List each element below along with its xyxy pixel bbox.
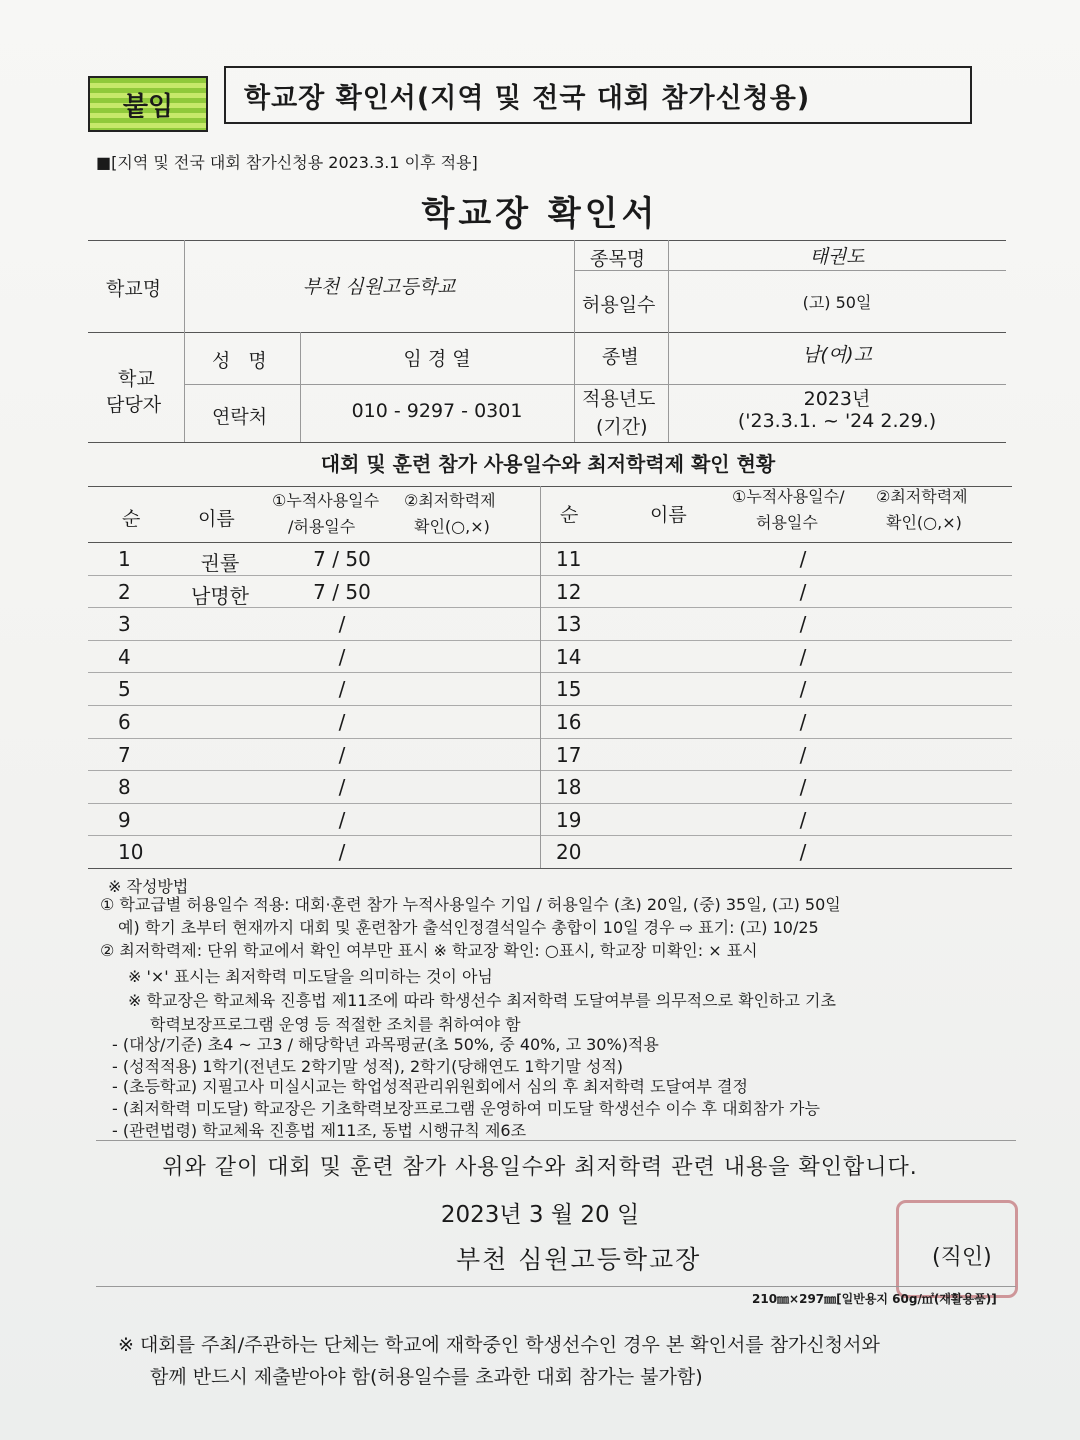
table-divider bbox=[184, 240, 185, 442]
row-seq: 6 bbox=[118, 710, 131, 734]
method-line: - (관련법령) 학교체육 진흥법 제11조, 동법 시행규칙 제6조 bbox=[112, 1121, 527, 1140]
col-used-left-line1: ①누적사용일수 bbox=[272, 491, 380, 510]
confirmation-statement: 위와 같이 대회 및 훈련 참가 사용일수와 최저학력 관련 내용을 확인합니다. bbox=[162, 1155, 918, 1180]
sport-value: 태권도 bbox=[809, 246, 865, 268]
table-rule bbox=[88, 542, 1012, 543]
col-min-right-line2: 확인(○,×) bbox=[886, 513, 962, 532]
row-used-days: / bbox=[799, 743, 807, 767]
col-used-right-line1: ①누적사용일수/ bbox=[732, 487, 845, 506]
row-used-days: / bbox=[338, 645, 346, 669]
allowed-days-value: (고) 50일 bbox=[802, 293, 872, 312]
row-used-days: 7 / 50 bbox=[313, 580, 371, 604]
row-used-days: / bbox=[799, 710, 807, 734]
col-seq-left: 순 bbox=[122, 508, 141, 530]
row-seq: 18 bbox=[556, 775, 582, 799]
contact-label: 연락처 bbox=[212, 406, 268, 428]
row-rule bbox=[88, 738, 1012, 739]
manager-name-value: 임 경 열 bbox=[403, 348, 471, 370]
col-name-right: 이름 bbox=[650, 504, 687, 526]
row-used-days: / bbox=[799, 547, 807, 571]
row-seq: 3 bbox=[118, 612, 131, 636]
col-seq-right: 순 bbox=[560, 504, 579, 526]
row-used-days: / bbox=[799, 808, 807, 832]
principal-signature-line: 부천 심원고등학교장 bbox=[456, 1245, 702, 1274]
section-rule bbox=[96, 1286, 1016, 1287]
row-rule bbox=[88, 770, 1012, 771]
header-title-box: 학교장 확인서(지역 및 전국 대회 참가신청용) bbox=[224, 66, 972, 124]
footer-note-line1: ※ 대회를 주최/주관하는 단체는 학교에 재학중인 학생선수인 경우 본 확인서를 참가신청서와 bbox=[118, 1334, 880, 1356]
school-name-value: 부천 심원고등학교 bbox=[302, 276, 456, 298]
col-min-right-line1: ②최저학력제 bbox=[876, 487, 968, 506]
row-seq: 12 bbox=[556, 580, 582, 604]
method-heading: ※ 작성방법 bbox=[108, 877, 189, 896]
method-line: 학력보장프로그램 운영 등 적절한 조치를 취하여야 함 bbox=[150, 1015, 521, 1034]
table-rule bbox=[88, 442, 1006, 443]
issue-date: 2023년 3 월 20 일 bbox=[440, 1202, 640, 1228]
row-used-days: / bbox=[338, 743, 346, 767]
row-seq: 19 bbox=[556, 808, 582, 832]
row-used-days: / bbox=[338, 840, 346, 864]
method-line: ※ 학교장은 학교체육 진흥법 제11조에 따라 학생선수 최저학력 도달여부를 의무적으로 확인하고 기초 bbox=[128, 991, 836, 1010]
row-seq: 14 bbox=[556, 645, 582, 669]
table-rule bbox=[88, 868, 1012, 869]
method-line: ※ '×' 표시는 최저학력 미도달을 의미하는 것이 아님 bbox=[128, 967, 493, 986]
method-line: - (초등학교) 지필고사 미실시교는 학업성적관리위원회에서 심의 후 최저학력 도달여부 결정 bbox=[112, 1077, 748, 1096]
row-seq: 2 bbox=[118, 580, 131, 604]
allowed-days-label: 허용일수 bbox=[582, 294, 656, 316]
row-rule bbox=[88, 705, 1012, 706]
row-seq: 7 bbox=[118, 743, 131, 767]
row-seq: 8 bbox=[118, 775, 131, 799]
row-seq: 17 bbox=[556, 743, 582, 767]
sport-label: 종목명 bbox=[590, 248, 646, 270]
row-name: 권률 bbox=[200, 551, 240, 575]
gender-value: 남(여)고 bbox=[802, 344, 872, 366]
year-label-line2: (기간) bbox=[596, 416, 648, 438]
method-line: ② 최저학력제: 단위 학교에서 확인 여부만 표시 ※ 학교장 확인: ○표시, 학교장 미확인: × 표시 bbox=[100, 941, 758, 960]
table-divider bbox=[574, 240, 575, 442]
row-seq: 9 bbox=[118, 808, 131, 832]
row-used-days: / bbox=[338, 808, 346, 832]
year-value-line1: 2023년 bbox=[803, 388, 871, 410]
row-used-days: / bbox=[799, 580, 807, 604]
row-used-days: / bbox=[799, 840, 807, 864]
row-rule bbox=[88, 672, 1012, 673]
col-used-left-line2: /허용일수 bbox=[288, 517, 356, 536]
col-name-left: 이름 bbox=[198, 508, 235, 530]
year-value-line2: ('23.3.1. ~ '24 2.29.) bbox=[737, 410, 937, 432]
contact-value: 010 - 9297 - 0301 bbox=[351, 400, 523, 422]
row-rule bbox=[88, 640, 1012, 641]
row-seq: 15 bbox=[556, 677, 582, 701]
row-seq: 20 bbox=[556, 840, 582, 864]
row-seq: 1 bbox=[118, 547, 131, 571]
method-line: - (성적적용) 1학기(전년도 2학기말 성적), 2학기(당해연도 1학기말 성적) bbox=[112, 1057, 624, 1076]
school-name-label: 학교명 bbox=[106, 278, 162, 300]
col-used-right-line2: 허용일수 bbox=[756, 513, 818, 532]
row-used-days: / bbox=[799, 645, 807, 669]
col-min-left-line1: ②최저학력제 bbox=[404, 491, 496, 510]
name-label: 성 명 bbox=[212, 350, 273, 372]
row-seq: 4 bbox=[118, 645, 131, 669]
row-used-days: / bbox=[338, 677, 346, 701]
attachment-tag: 붙임 bbox=[88, 76, 208, 132]
row-used-days: / bbox=[338, 710, 346, 734]
table-rule bbox=[88, 332, 1006, 333]
row-seq: 11 bbox=[556, 547, 582, 571]
row-used-days: 7 / 50 bbox=[313, 547, 371, 571]
gender-label: 종별 bbox=[602, 346, 639, 368]
seal-label: (직인) bbox=[932, 1245, 992, 1270]
row-seq: 13 bbox=[556, 612, 582, 636]
manager-label-line1: 학교 bbox=[118, 368, 155, 390]
applicability-note: ■[지역 및 전국 대회 참가신청용 2023.3.1 이후 적용] bbox=[96, 153, 478, 172]
row-rule bbox=[88, 803, 1012, 804]
document-title: 학교장 확인서 bbox=[421, 194, 659, 234]
row-used-days: / bbox=[799, 677, 807, 701]
row-used-days: / bbox=[799, 775, 807, 799]
method-line: - (대상/기준) 초4 ~ 고3 / 해당학년 과목평균(초 50%, 중 40%, 고 30%)적용 bbox=[112, 1035, 659, 1054]
table-rule bbox=[88, 486, 1012, 487]
table-divider bbox=[540, 486, 541, 868]
method-line: - (최저학력 미도달) 학교장은 기초학력보장프로그램 운영하여 미도달 학생선수 이수 후 대회참가 가능 bbox=[112, 1099, 820, 1118]
footer-note-line2: 함께 반드시 제출받아야 함(허용일수를 초과한 대회 참가는 불가함) bbox=[150, 1366, 703, 1388]
row-seq: 16 bbox=[556, 710, 582, 734]
row-seq: 10 bbox=[118, 840, 144, 864]
row-name: 남명한 bbox=[191, 584, 249, 608]
manager-label-line2: 담당자 bbox=[106, 394, 162, 416]
method-line: 예) 학기 초부터 현재까지 대회 및 훈련참가 출석인정결석일수 총합이 10일 경우 ⇨ 표기: (고) 10/25 bbox=[118, 918, 819, 937]
paper-size-note: 210㎜×297㎜[일반용지 60g/㎡(재활용품)] bbox=[752, 1292, 997, 1306]
row-used-days: / bbox=[338, 612, 346, 636]
method-line: ① 학교급별 허용일수 적용: 대회·훈련 참가 누적사용일수 기입 / 허용일수 (초) 20일, (중) 35일, (고) 50일 bbox=[100, 895, 841, 914]
row-seq: 5 bbox=[118, 677, 131, 701]
col-min-left-line2: 확인(○,×) bbox=[414, 517, 490, 536]
section-rule bbox=[96, 1140, 1016, 1141]
year-label-line1: 적용년도 bbox=[582, 388, 656, 410]
status-section-title: 대회 및 훈련 참가 사용일수와 최저학력제 확인 현황 bbox=[320, 452, 776, 476]
table-rule bbox=[88, 240, 1006, 241]
row-used-days: / bbox=[799, 612, 807, 636]
row-rule bbox=[88, 835, 1012, 836]
row-used-days: / bbox=[338, 775, 346, 799]
